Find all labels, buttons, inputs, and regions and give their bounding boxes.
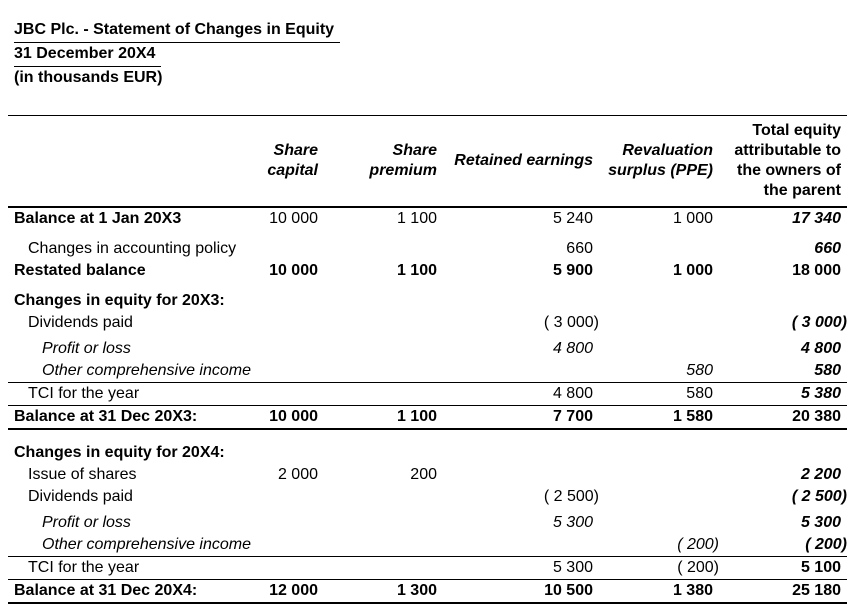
row-label: Other comprehensive income [42, 362, 251, 379]
cell-share-capital: 10 000 [269, 210, 318, 227]
cell-revaluation-surplus: 1 000 [672, 210, 713, 227]
cell-retained-earnings: ( 3 000) [543, 314, 599, 331]
section-header: Changes in equity for 20X4: [14, 444, 225, 461]
cell-retained-earnings [443, 464, 599, 486]
cell-revaluation-surplus: 1 580 [672, 408, 713, 425]
cell-total: 660 [814, 240, 841, 257]
column-header-retained-earnings: Retained earnings [454, 152, 593, 169]
row-dividends-paid-20x4 [8, 486, 847, 508]
cell-share-premium [324, 334, 443, 360]
row-label: Profit or loss [42, 340, 131, 357]
cell-total: ( 3 000) [791, 314, 847, 331]
section-header: Changes in equity for 20X3: [14, 292, 225, 309]
row-balance-1-jan-20x3 [8, 207, 847, 230]
column-header-share-premium: Share premium [369, 142, 437, 179]
row-tci-for-the-year-20x4 [8, 557, 847, 580]
cell-revaluation-surplus: 1 000 [672, 262, 713, 279]
row-label: Changes in accounting policy [28, 240, 237, 257]
cell-share-premium: 200 [410, 466, 437, 483]
cell-total: 5 100 [800, 559, 841, 576]
cell-share-capital: 2 000 [277, 466, 318, 483]
column-header-total-equity: Total equity attributable to the owners of the parent [734, 122, 841, 199]
cell-retained-earnings: ( 2 500) [543, 488, 599, 505]
row-profit-or-loss-20x4 [8, 508, 847, 534]
cell-total: 580 [814, 362, 841, 379]
cell-retained-earnings: 5 240 [552, 210, 593, 227]
cell-revaluation-surplus [599, 464, 719, 486]
row-label: TCI for the year [28, 385, 140, 402]
row-label: Dividends paid [28, 314, 133, 331]
cell-revaluation-surplus: ( 200) [677, 559, 719, 576]
row-label: Balance at 1 Jan 20X3 [14, 210, 182, 227]
cell-revaluation-surplus [599, 486, 719, 508]
cell-revaluation-surplus: 580 [686, 362, 713, 379]
row-section-changes-20x3 [8, 282, 847, 312]
cell-total: ( 2 500) [791, 488, 847, 505]
cell-share-premium [324, 557, 443, 580]
cell-revaluation-surplus: 580 [686, 385, 713, 402]
row-label: Balance at 31 Dec 20X4: [14, 582, 198, 599]
cell-share-premium [324, 486, 443, 508]
equity-table [8, 115, 847, 604]
cell-total: 2 200 [800, 466, 841, 483]
cell-total: ( 200) [805, 536, 847, 553]
cell-share-premium [324, 230, 443, 260]
cell-share-capital [204, 557, 324, 580]
cell-retained-earnings: 7 700 [552, 408, 593, 425]
statement-title: JBC Plc. - Statement of Changes in Equity [14, 19, 340, 43]
table-header-row [8, 116, 847, 208]
cell-retained-earnings: 4 800 [552, 385, 593, 402]
cell-total: 25 180 [792, 582, 841, 599]
cell-retained-earnings [443, 360, 599, 383]
cell-share-premium: 1 100 [396, 408, 437, 425]
row-label: Balance at 31 Dec 20X3: [14, 408, 198, 425]
cell-revaluation-surplus: ( 200) [677, 536, 719, 553]
cell-total: 17 340 [792, 210, 841, 227]
cell-retained-earnings: 660 [566, 240, 593, 257]
cell-share-premium [324, 312, 443, 334]
cell-retained-earnings: 10 500 [544, 582, 593, 599]
title-block [14, 19, 852, 89]
cell-share-premium: 1 100 [396, 262, 437, 279]
cell-total: 5 380 [800, 385, 841, 402]
cell-share-premium: 1 100 [396, 210, 437, 227]
cell-share-capital [204, 312, 324, 334]
column-header-empty [8, 116, 204, 208]
row-tci-for-the-year-20x3 [8, 383, 847, 406]
cell-share-capital: 10 000 [269, 408, 318, 425]
cell-retained-earnings: 4 800 [552, 340, 593, 357]
cell-revaluation-surplus [599, 230, 719, 260]
cell-total: 5 300 [800, 514, 841, 531]
cell-share-premium [324, 534, 443, 557]
cell-retained-earnings [443, 534, 599, 557]
cell-share-premium [324, 360, 443, 383]
cell-revaluation-surplus [599, 312, 719, 334]
cell-retained-earnings: 5 300 [552, 559, 593, 576]
cell-share-capital [204, 383, 324, 406]
cell-total: 18 000 [792, 262, 841, 279]
cell-share-premium [324, 508, 443, 534]
cell-share-capital: 12 000 [269, 582, 318, 599]
cell-share-premium [324, 383, 443, 406]
cell-share-capital: 10 000 [269, 262, 318, 279]
row-label: Restated balance [14, 262, 146, 279]
row-balance-31-dec-20x4 [8, 580, 847, 604]
row-balance-31-dec-20x3 [8, 406, 847, 430]
row-section-changes-20x4 [8, 429, 847, 464]
cell-retained-earnings: 5 900 [552, 262, 593, 279]
row-label: Issue of shares [28, 466, 137, 483]
row-restated-balance [8, 260, 847, 282]
statement-date: 31 December 20X4 [14, 43, 161, 67]
row-label: Dividends paid [28, 488, 133, 505]
column-header-share-capital: Share capital [267, 142, 318, 179]
cell-revaluation-surplus [599, 508, 719, 534]
cell-total: 20 380 [792, 408, 841, 425]
cell-share-premium: 1 300 [396, 582, 437, 599]
cell-share-capital [204, 508, 324, 534]
statement-units: (in thousands EUR) [14, 69, 163, 86]
row-dividends-paid-20x3 [8, 312, 847, 334]
cell-total: 4 800 [800, 340, 841, 357]
row-changes-in-accounting-policy [8, 230, 847, 260]
row-label: Other comprehensive income [42, 536, 251, 553]
cell-retained-earnings: 5 300 [552, 514, 593, 531]
cell-share-capital [204, 486, 324, 508]
row-other-comprehensive-income-20x3 [8, 360, 847, 383]
cell-share-capital [204, 334, 324, 360]
row-label: TCI for the year [28, 559, 140, 576]
cell-revaluation-surplus [599, 334, 719, 360]
cell-revaluation-surplus: 1 380 [672, 582, 713, 599]
row-issue-of-shares [8, 464, 847, 486]
row-profit-or-loss-20x3 [8, 334, 847, 360]
row-label: Profit or loss [42, 514, 131, 531]
column-header-revaluation-surplus: Revaluation surplus (PPE) [608, 142, 713, 179]
row-other-comprehensive-income-20x4 [8, 534, 847, 557]
